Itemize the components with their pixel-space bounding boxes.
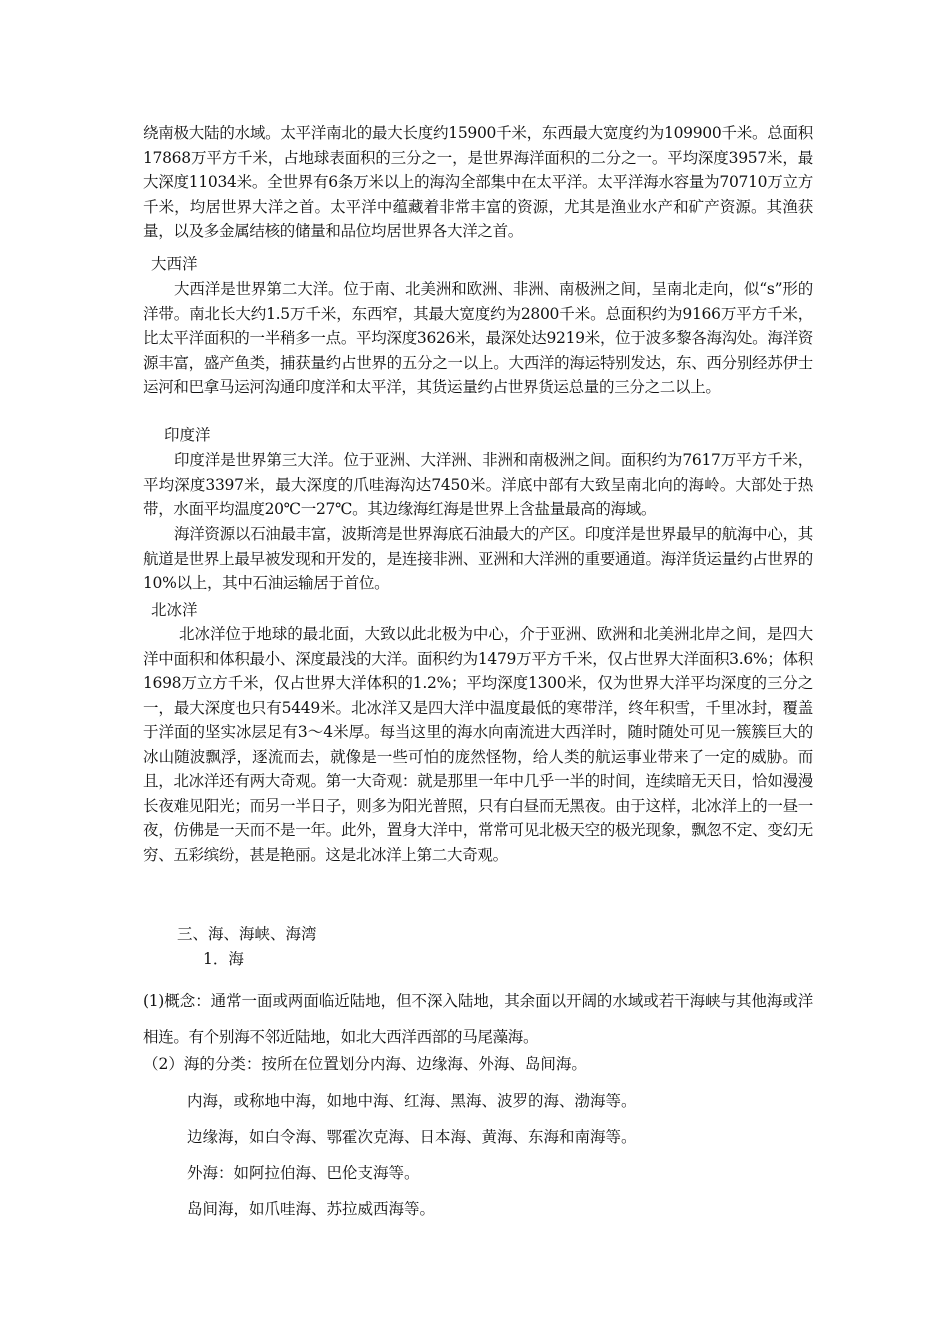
arctic-paragraph: 北冰洋位于地球的最北面，大致以此北极为中心，介于亚洲、欧洲和北美洲北岸之间，是四大洋中面积和体积最小、深度最浅的大洋。面积约为1479万平方千米，仅占世界大洋面积3.6%；体积1698万立方千米，仅占世界大洋体积的1.2%；平均深度1300米，仅为世界大洋平均深度的三分之一，最大深度也只有5449米。北冰洋又是四大洋中温度最低的寒带洋，终年积雪，千里冰封，覆盖于洋面的坚实冰层足有3～4米厚。每当这里的海水向南流进大西洋时，随时随处可见一簇簇巨大的冰山随波飘浮，逐流而去，就像是一些可怕的庞然怪物，给人类的航运事业带来了一定的威胁。而且，北冰洋还有两大奇观。第一大奇观：就是那里一年中几乎一半的时间，连续暗无天日，恰如漫漫长夜难见阳光；而另一半日子，则多为阳光普照，只有白昼而无黑夜。由于这样，北冰洋上的一昼一夜，仿佛是一天而不是一年。此外，置身大洋中，常常可见北极天空的极光现象，飘忽不定、变幻无穷、五彩缤纷，甚是艳丽。这是北冰洋上第二大奇观。 [143,625,813,864]
pacific-paragraph: 绕南极大陆的水域。太平洋南北的最大长度约15900千米，东西最大宽度约为109900千米。总面积17868万平方千米，占地球表面积的三分之一，是世界海洋面积的二分之一。平均深度3957米，最大深度11034米。全世界有6条万米以上的海沟全部集中在太平洋。太平洋海水容量为70710万立方千米，均居世界大洋之首。太平洋中蕴藏着非常丰富的资源，尤其是渔业水产和矿产资源。其渔获量，以及多金属结核的储量和品位均居世界各大洋之首。 [143,124,813,240]
sea-type-item: 外海：如阿拉伯海、巴伦支海等。 [187,1164,420,1182]
sea-classification: （2）海的分类：按所在位置划分内海、边缘海、外海、岛间海。 [143,1055,587,1073]
section-heading: 三、海、海峡、海湾 [177,925,317,943]
sea-subheading: 1．海 [203,950,244,968]
sea-type-item: 岛间海，如爪哇海、苏拉威西海等。 [187,1200,436,1218]
indian-paragraph-2: 海洋资源以石油最丰富，波斯湾是世界海底石油最大的产区。印度洋是世界最早的航海中心，其航道是世界上最早被发现和开发的，是连接非洲、亚洲和大洋洲的重要通道。海洋货运量约占世界的10%以上，其中石油运输居于首位。 [143,525,813,592]
atlantic-paragraph: 大西洋是世界第二大洋。位于南、北美洲和欧洲、非洲、南极洲之间，呈南北走向，似“s”形的洋带。南北长大约1.5万千米，东西窄，其最大宽度约为2800千米。总面积约为9166万平方千米，比太平洋面积的一半稍多一点。平均深度3626米，最深处达9219米，位于波多黎各海沟处。海洋资源丰富，盛产鱼类，捕获量约占世界的五分之一以上。大西洋的海运特别发达，东、西分别经苏伊士运河和巴拿马运河沟通印度洋和太平洋，其货运量约占世界货运总量的三分之二以上。 [143,280,813,396]
sea-type-item: 内海，或称地中海，如地中海、红海、黑海、波罗的海、渤海等。 [187,1092,637,1110]
indian-paragraph-1: 印度洋是世界第三大洋。位于亚洲、大洋洲、非洲和南极洲之间。面积约为7617万平方千米，平均深度3397米，最大深度的爪哇海沟达7450米。洋底中部有大致呈南北向的海岭。大部处于热带，水面平均温度20℃一27℃。其边缘海红海是世界上含盐量最高的海域。 [143,451,813,518]
sea-concept: (1)概念：通常一面或两面临近陆地，但不深入陆地，其余面以开阔的水域或若干海峡与其他海或洋相连。有个别海不邻近陆地，如北大西洋西部的马尾藻海。 [143,992,813,1046]
arctic-heading: 北冰洋 [151,601,198,619]
atlantic-heading: 大西洋 [151,255,198,273]
sea-type-item: 边缘海，如白令海、鄂霍次克海、日本海、黄海、东海和南海等。 [187,1128,637,1146]
indian-heading: 印度洋 [164,426,211,444]
